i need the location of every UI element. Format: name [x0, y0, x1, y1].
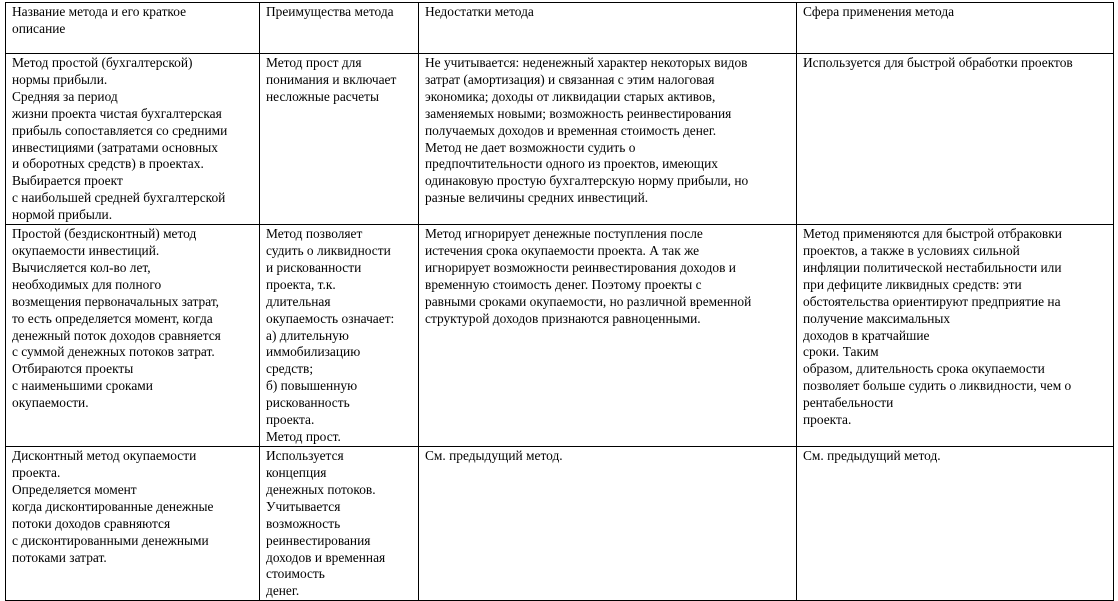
- cell-disadvantages: См. предыдущий метод.: [419, 447, 797, 601]
- cell-method-description: Метод простой (бухгалтерской) нормы прибыли. Средняя за период жизни проекта чистая бухгалтерская прибыль сопоставляется со средними инвестициями (затратами основных и оборотных средств) в проектах. Выбирается проект с наибольшей средней бухгалтерской нормой прибыли.: [6, 54, 260, 225]
- cell-scope: Метод применяются для быстрой отбраковки проектов, а также в условиях сильной инфляции политической нестабильности или при дефиците ликвидных средств: эти обстоятельства ориентируют предприятие на получение максимальных доходов в кратчайшие сроки. Таким образом, длительность срока окупаемости позволяет больше судить о ликвидности, чем о рентабельности проекта.: [797, 225, 1114, 447]
- header-method-name: Название метода и его краткое описание: [6, 3, 260, 54]
- header-scope: Сфера применения метода: [797, 3, 1114, 54]
- table-row: [6, 54, 1114, 225]
- cell-disadvantages: Не учитывается: неденежный характер некоторых видов затрат (амортизация) и связанная с этим налоговая экономика; доходы от ликвидации старых активов, заменяемых новыми; возможность реинвестирования получаемых доходов и временная стоимость денег. Метод не дает возможности судить о предпочтительности одного из проектов, имеющих одинаковую простую бухгалтерскую норму прибыли, но разные величины средних инвестиций.: [419, 54, 797, 225]
- cell-advantages: Метод позволяет судить о ликвидности и рискованности проекта, т.к. длительная окупаемость означает: а) длительную иммобилизацию средств; б) повышенную рискованность проекта. Метод прост.: [260, 225, 419, 447]
- cell-scope: См. предыдущий метод.: [797, 447, 1114, 601]
- header-advantages: Преимущества метода: [260, 3, 419, 54]
- table-row: [6, 225, 1114, 447]
- cell-disadvantages: Метод игнорирует денежные поступления после истечения срока окупаемости проекта. А так же игнорирует возможности реинвестирования доходов и временную стоимость денег. Поэтому проекты с равными сроками окупаемости, но различной временной структурой доходов признаются равноценными.: [419, 225, 797, 447]
- cell-method-description: Простой (бездисконтный) метод окупаемости инвестиций. Вычисляется кол-во лет, необходимых для полного возмещения первоначальных затрат, то есть определяется момент, когда денежный поток доходов сравняется с суммой денежных потоков затрат. Отбираются проекты с наименьшими сроками окупаемости.: [6, 225, 260, 447]
- cell-advantages: Используется концепция денежных потоков. Учитывается возможность реинвестирования доходов и временная стоимость денег.: [260, 447, 419, 601]
- methods-table: [5, 2, 1114, 601]
- cell-scope: Используется для быстрой обработки проектов: [797, 54, 1114, 225]
- table-header-row: [6, 3, 1114, 54]
- cell-advantages: Метод прост для понимания и включает несложные расчеты: [260, 54, 419, 225]
- header-disadvantages: Недостатки метода: [419, 3, 797, 54]
- cell-method-description: Дисконтный метод окупаемости проекта. Определяется момент когда дисконтированные денежные потоки доходов сравняются с дисконтированными денежными потоками затрат.: [6, 447, 260, 601]
- table-row: [6, 447, 1114, 601]
